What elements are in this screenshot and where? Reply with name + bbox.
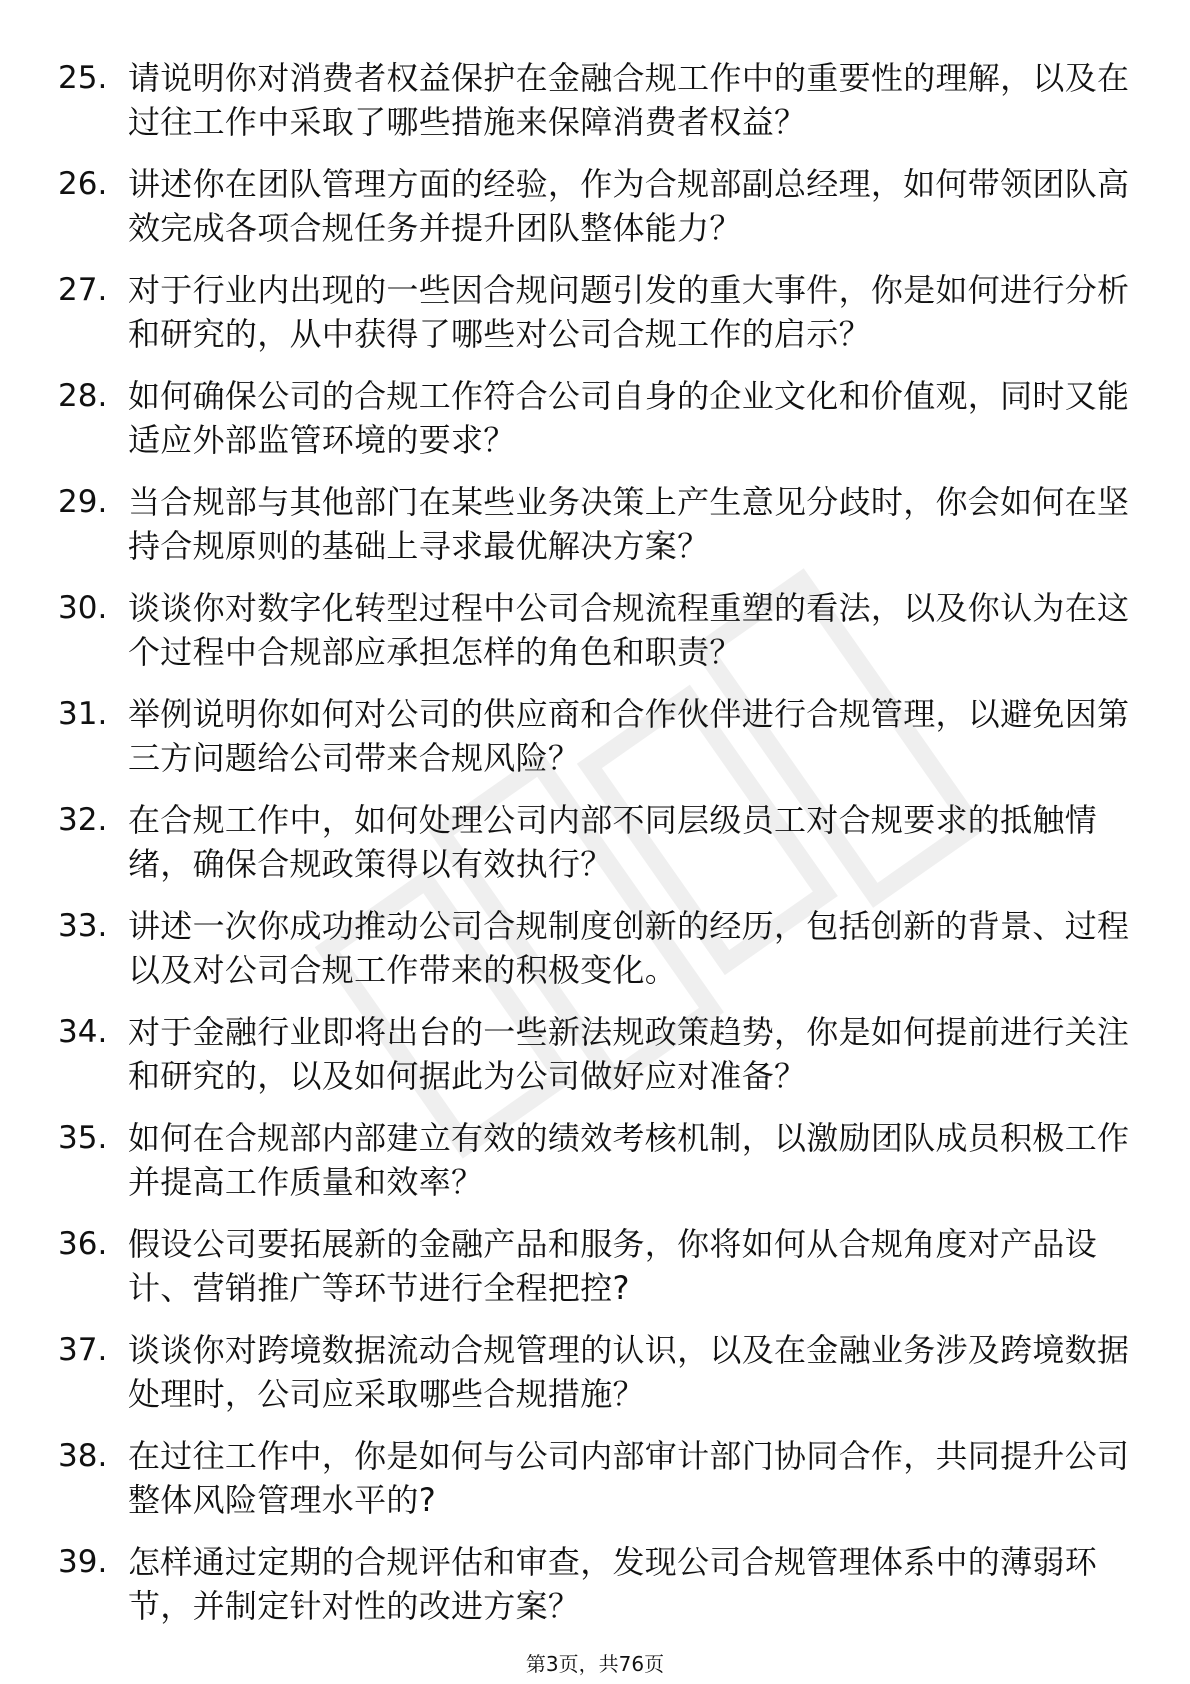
question-item — [0, 1214, 1190, 1320]
question-number: 37. — [58, 1332, 108, 1368]
question-text: 谈谈你对数字化转型过程中公司合规流程重塑的看法，以及你认为在这个过程中合规部应承担怎样的角色和职责？ — [128, 589, 1130, 671]
question-number: 26. — [58, 166, 108, 202]
question-number: 35. — [58, 1120, 108, 1156]
question-item — [0, 790, 1190, 896]
question-number: 34. — [58, 1014, 108, 1050]
question-text: 请说明你对消费者权益保护在金融合规工作中的重要性的理解，以及在过往工作中采取了哪些措施来保障消费者权益？ — [128, 59, 1130, 141]
question-item — [0, 684, 1190, 790]
question-item — [0, 578, 1190, 684]
question-text: 对于行业内出现的一些因合规问题引发的重大事件，你是如何进行分析和研究的，从中获得了哪些对公司合规工作的启示？ — [128, 271, 1130, 353]
page-number: 第3页，共76页 — [525, 1652, 665, 1676]
question-text: 对于金融行业即将出台的一些新法规政策趋势，你是如何提前进行关注和研究的，以及如何据此为公司做好应对准备？ — [128, 1013, 1130, 1095]
question-text: 当合规部与其他部门在某些业务决策上产生意见分歧时，你会如何在坚持合规原则的基础上寻求最优解决方案？ — [128, 483, 1130, 565]
question-item — [0, 48, 1190, 154]
question-item — [0, 1320, 1190, 1426]
question-number: 28. — [58, 378, 108, 414]
question-text: 在过往工作中，你是如何与公司内部审计部门协同合作，共同提升公司整体风险管理水平的? — [128, 1437, 1130, 1519]
question-text: 谈谈你对跨境数据流动合规管理的认识，以及在金融业务涉及跨境数据处理时，公司应采取哪些合规措施？ — [128, 1331, 1130, 1413]
question-item — [0, 154, 1190, 260]
question-item — [0, 896, 1190, 1002]
question-text: 假设公司要拓展新的金融产品和服务，你将如何从合规角度对产品设计、营销推广等环节进行全程把控? — [128, 1225, 1098, 1307]
question-item — [0, 1426, 1190, 1532]
question-item — [0, 472, 1190, 578]
question-number: 31. — [58, 696, 108, 732]
question-list — [0, 48, 1190, 1638]
question-number: 25. — [58, 60, 108, 96]
question-text: 如何在合规部内部建立有效的绩效考核机制，以激励团队成员积极工作并提高工作质量和效率？ — [128, 1119, 1130, 1201]
question-item — [0, 260, 1190, 366]
question-number: 38. — [58, 1438, 108, 1474]
question-number: 27. — [58, 272, 108, 308]
question-number: 33. — [58, 908, 108, 944]
question-item — [0, 1108, 1190, 1214]
question-number: 30. — [58, 590, 108, 626]
question-item — [0, 1002, 1190, 1108]
question-number: 39. — [58, 1544, 108, 1580]
question-text: 讲述你在团队管理方面的经验，作为合规部副总经理，如何带领团队高效完成各项合规任务并提升团队整体能力？ — [128, 165, 1130, 247]
question-text: 在合规工作中，如何处理公司内部不同层级员工对合规要求的抵触情绪，确保合规政策得以有效执行？ — [128, 801, 1098, 883]
question-text: 举例说明你如何对公司的供应商和合作伙伴进行合规管理，以避免因第三方问题给公司带来合规风险？ — [128, 695, 1130, 777]
question-item — [0, 1532, 1190, 1638]
question-number: 29. — [58, 484, 108, 520]
question-number: 36. — [58, 1226, 108, 1262]
question-text: 怎样通过定期的合规评估和审查，发现公司合规管理体系中的薄弱环节，并制定针对性的改进方案？ — [128, 1543, 1098, 1625]
question-text: 讲述一次你成功推动公司合规制度创新的经历，包括创新的背景、过程以及对公司合规工作带来的积极变化。 — [128, 907, 1130, 989]
question-item — [0, 366, 1190, 472]
question-text: 如何确保公司的合规工作符合公司自身的企业文化和价值观，同时又能适应外部监管环境的要求？ — [128, 377, 1130, 459]
question-number: 32. — [58, 802, 108, 838]
